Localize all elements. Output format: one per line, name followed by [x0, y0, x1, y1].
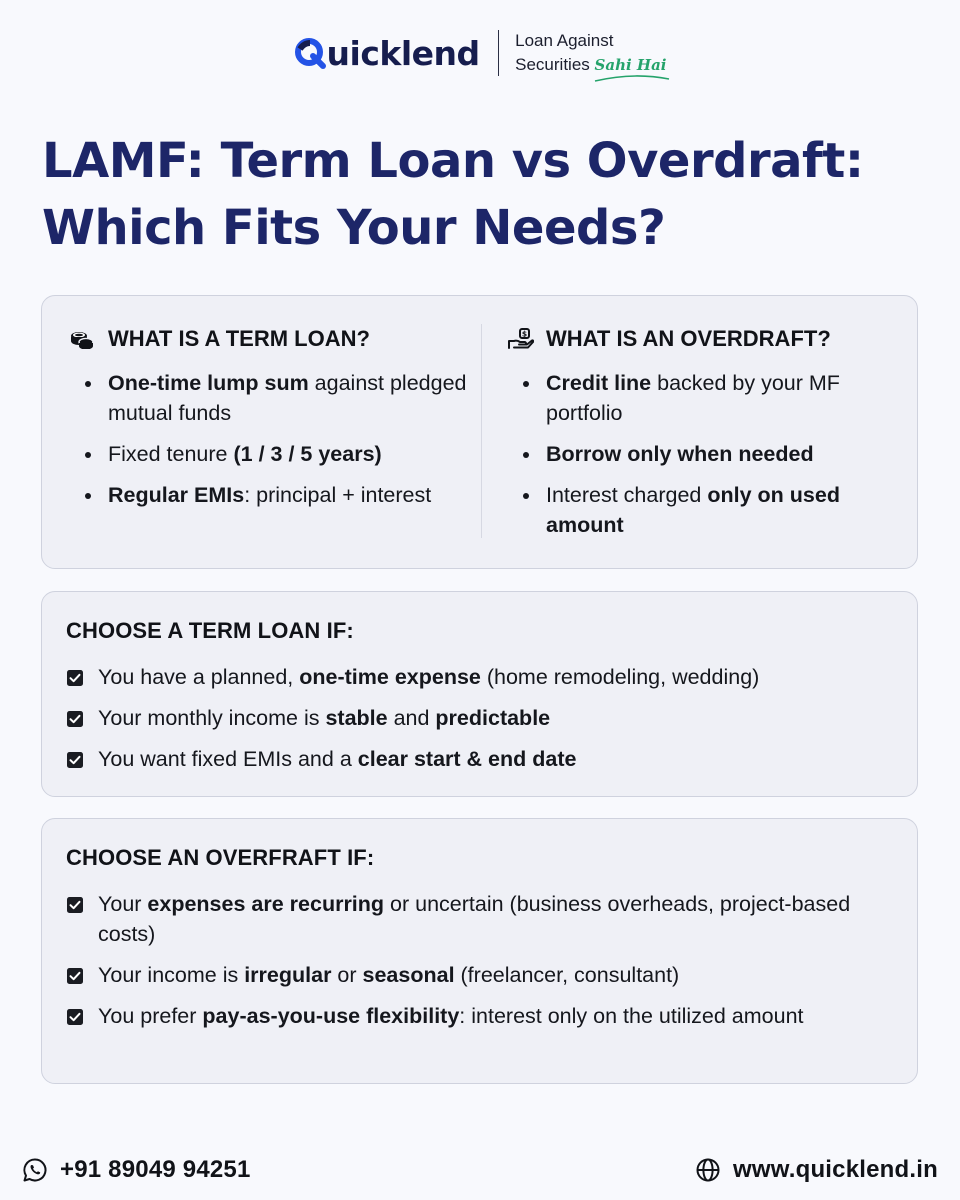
tagline-line1: Loan Against: [515, 31, 614, 50]
choose-term-heading: CHOOSE A TERM LOAN IF:: [66, 618, 354, 643]
item-text: Your monthly income is: [98, 706, 326, 730]
choose-term-list: [66, 662, 896, 785]
item-bold: expenses are recurring: [147, 892, 385, 916]
item-text: : principal + interest: [244, 483, 432, 507]
item-bold: Regular EMIs: [108, 483, 245, 507]
list-item: [70, 439, 480, 469]
item-text: (home remodeling, wedding): [480, 665, 760, 689]
brand-logo[interactable]: [294, 26, 667, 80]
list-item: [66, 703, 896, 733]
item-text: Your: [98, 892, 148, 916]
list-item: [508, 480, 898, 540]
hand-money-icon: [508, 328, 534, 350]
item-bold: pay-as-you-use flexibility: [202, 1004, 460, 1028]
checkbox-checked-icon: [66, 896, 84, 914]
overdraft-heading-text: WHAT IS AN OVERDRAFT?: [546, 326, 831, 351]
phone-contact[interactable]: [22, 1150, 251, 1190]
column-divider: [481, 324, 482, 538]
choose-overdraft-card: [41, 818, 918, 1084]
item-bold: one-time expense: [299, 665, 481, 689]
item-bold: Credit line: [546, 371, 652, 395]
choose-term-loan-card: [41, 591, 918, 797]
checkbox-checked-icon: [66, 751, 84, 769]
item-bold: clear start & end date: [357, 747, 577, 771]
checkbox-checked-icon: [66, 710, 84, 728]
tagline-line2: Securities: [515, 55, 590, 74]
logo-text: uicklend: [326, 33, 480, 73]
website-link[interactable]: [695, 1150, 938, 1190]
header: [0, 26, 960, 80]
choose-overdraft-heading: CHOOSE AN OVERFRAFT IF:: [66, 845, 375, 870]
list-item: [66, 744, 896, 774]
tagline-accent: [595, 56, 667, 74]
coins-icon: [70, 328, 96, 350]
term-loan-list: [70, 368, 480, 510]
logo-wordmark: [294, 34, 480, 73]
item-bold: (1 / 3 / 5 years): [233, 442, 382, 466]
globe-icon: [695, 1157, 721, 1183]
overdraft-list: [508, 368, 898, 540]
item-text: Your income is: [98, 963, 245, 987]
list-item: [66, 1001, 896, 1031]
item-text: : interest only on the utilized amount: [459, 1004, 804, 1028]
item-text: or uncertain (business overheads, project-based costs): [98, 892, 851, 946]
list-item: [70, 480, 480, 510]
comparison-card: [41, 295, 918, 569]
title-line1: LAMF: Term Loan vs Overdraft:: [42, 133, 864, 189]
item-bold: Borrow only when needed: [546, 442, 814, 466]
item-bold: seasonal: [362, 963, 455, 987]
item-text: and: [387, 706, 436, 730]
list-item: [508, 439, 898, 469]
list-item: [66, 889, 896, 949]
choose-overdraft-list: [66, 889, 896, 1042]
item-text: You want fixed EMIs and a: [98, 747, 358, 771]
tagline-accent-text: Sahi Hai: [594, 56, 667, 74]
title-line2: Which Fits Your Needs?: [42, 200, 666, 256]
list-item: [66, 960, 896, 990]
item-text: (freelancer, consultant): [454, 963, 680, 987]
item-text: You have a planned,: [98, 665, 300, 689]
overdraft-heading: [508, 324, 898, 354]
item-bold: irregular: [244, 963, 332, 987]
overdraft-column: [508, 324, 898, 551]
list-item: [70, 368, 480, 428]
list-item: [66, 662, 896, 692]
item-text: or: [331, 963, 363, 987]
item-text: Interest charged: [546, 483, 708, 507]
checkbox-checked-icon: [66, 1008, 84, 1026]
swoosh-icon: [593, 73, 671, 83]
whatsapp-icon: [22, 1157, 48, 1183]
brand-tagline: [515, 29, 666, 77]
item-text: Fixed tenure: [108, 442, 234, 466]
item-bold: predictable: [435, 706, 551, 730]
svg-text:$: $: [521, 329, 528, 339]
item-text: backed by your MF portfolio: [546, 371, 840, 425]
checkbox-checked-icon: [66, 669, 84, 687]
logo-q-icon: [294, 37, 326, 69]
item-text: You prefer: [98, 1004, 203, 1028]
website-url: www.quicklend.in: [733, 1156, 938, 1183]
logo-divider: [498, 30, 500, 76]
item-bold: only on used amount: [546, 483, 840, 537]
item-bold: stable: [325, 706, 388, 730]
term-loan-heading: [70, 324, 480, 354]
page-title: [42, 128, 922, 262]
checkbox-checked-icon: [66, 967, 84, 985]
list-item: [508, 368, 898, 428]
phone-number: +91 89049 94251: [60, 1156, 251, 1183]
item-bold: One-time lump sum: [108, 371, 309, 395]
item-text: against pledged mutual funds: [108, 371, 467, 425]
footer: [0, 1150, 960, 1190]
term-loan-column: [70, 324, 480, 521]
term-loan-heading-text: WHAT IS A TERM LOAN?: [108, 326, 370, 351]
